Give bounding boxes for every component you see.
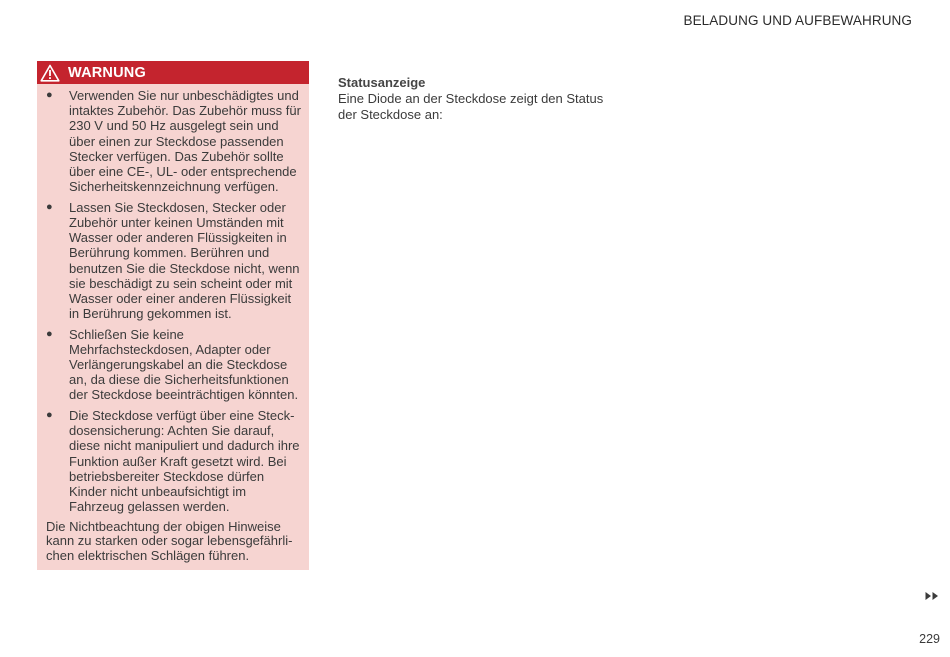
- warning-item: [37, 408, 309, 514]
- warning-item-text: Verwenden Sie nur unbeschädigtes und intaktes Zubehör. Das Zubehör muss für 230 V und 50 Hz ausgelegt sein und über einen zur Steckdose passenden Stecker verfügen. Das Zubehör sollte über eine CE-, UL- oder entsprechende Sicherheitskennzeichnung verfügen.: [69, 88, 301, 195]
- warning-item-text: Die Steckdose verfügt über eine Steckdosensicherung: Achten Sie darauf, diese nicht manipuliert und dadurch ihre Funktion außer Kraft gesetzt wird. Bei betriebsbereiter Steckdose dürfen Kinder nicht unbeaufsichtigt im Fahrzeug gelassen werden.: [69, 407, 300, 515]
- status-text: Eine Diode an der Steckdose zeigt den Status der Steckdose an:: [338, 91, 604, 122]
- warning-item: [37, 200, 309, 322]
- warning-list: [37, 88, 309, 514]
- bullet-icon: ●: [46, 89, 53, 101]
- warning-item: [37, 327, 309, 403]
- warning-item: [37, 88, 309, 194]
- warning-title-bar: [37, 61, 309, 84]
- warning-item-text: Schließen Sie keine Mehrfachsteckdosen, Adapter oder Verlängerungskabel an die Steckdose an, da diese die Sicherheitsfunktionen der Steckdose beeinträchtigen könnten.: [69, 326, 299, 403]
- bullet-icon: ●: [46, 327, 53, 340]
- section-title: BELADUNG UND AUFBEWAHRUNG: [683, 13, 912, 28]
- bullet-icon: ●: [46, 200, 53, 213]
- page-number: 229: [919, 632, 940, 646]
- warning-triangle-icon: [40, 64, 60, 82]
- double-triangle-right-icon: [925, 588, 939, 598]
- status-section: [338, 75, 608, 122]
- warning-box: [37, 61, 309, 570]
- bullet-icon: ●: [46, 408, 53, 421]
- warning-title: WARNUNG: [68, 64, 146, 81]
- warning-item-text: Lassen Sie Steckdosen, Stecker oder Zubehör unter keinen Umständen mit Wasser oder anderen Flüssigkeiten in Berührung kommen. Berühren und benutzen Sie die Steckdose nicht, wenn sie beschädigt zu sein scheint oder mit Wasser oder einer anderen Flüssigkeit in Berührung gekommen ist.: [69, 199, 300, 322]
- warning-footer: Die Nichtbeachtung der obigen Hinweise kann zu starken oder sogar lebensgefährlichen elektrischen Schlägen führen.: [46, 518, 293, 563]
- status-heading: Statusanzeige: [338, 75, 426, 90]
